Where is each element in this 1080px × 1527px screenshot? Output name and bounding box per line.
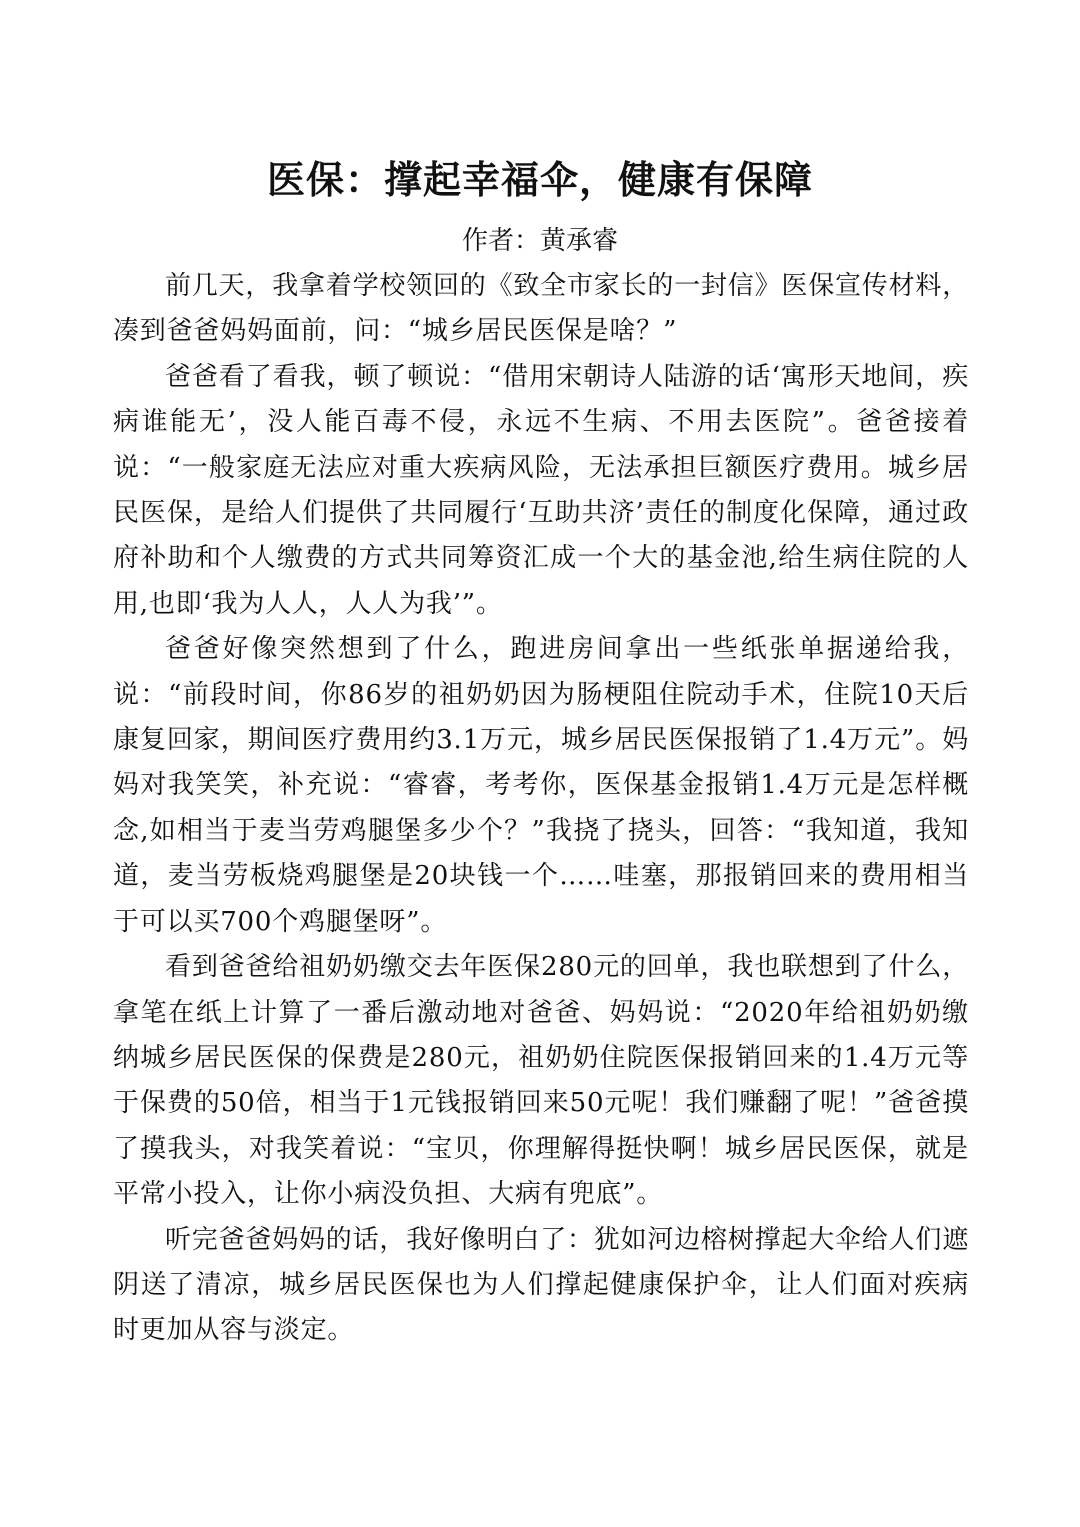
paragraph-1: 前几天，我拿着学校领回的《致全市家长的一封信》医保宣传材料，凑到爸爸妈妈面前，问：“城乡居民医保是啥？” bbox=[113, 271, 970, 347]
article-body bbox=[113, 264, 969, 1354]
paragraph-5: 听完爸爸妈妈的话，我好像明白了：犹如河边榕树撑起大伞给人们遮阴送了清凉，城乡居民医保也为人们撑起健康保护伞，让人们面对疾病时更加从容与淡定。 bbox=[113, 1224, 970, 1346]
paragraph-2: 爸爸看了看我，顿了顿说：“借用宋朝诗人陆游的话‘寓形天地间，疾病谁能无’，没人能百毒不侵，永远不生病、不用去医院”。爸爸接着说：“一般家庭无法应对重大疾病风险，无法承担巨额医疗费用。城乡居民医保，是给人们提供了共同履行‘互助共济’责任的制度化保障，通过政府补助和个人缴费的方式共同筹资汇成一个大的基金池,给生病住院的人用,也即‘我为人人，人人为我’”。 bbox=[113, 361, 969, 619]
paragraph-3: 爸爸好像突然想到了什么，跑进房间拿出一些纸张单据递给我，说：“前段时间，你86岁的祖奶奶因为肠梗阻住院动手术，住院10天后康复回家，期间医疗费用约3.1万元，城乡居民医保报销了1.4万元”。妈妈对我笑笑，补充说：“睿睿，考考你，医保基金报销1.4万元是怎样概念,如相当于麦当劳鸡腿堡多少个？”我挠了挠头，回答：“我知道，我知道，麦当劳板烧鸡腿堡是20块钱一个……哇塞，那报销回来的费用相当于可以买700个鸡腿堡呀”。 bbox=[113, 634, 969, 937]
article-title: 医保：撑起幸福伞，健康有保障 bbox=[266, 157, 813, 202]
article-author: 作者：黄承睿 bbox=[461, 226, 618, 256]
paragraph-4: 看到爸爸给祖奶奶缴交去年医保280元的回单，我也联想到了什么，拿笔在纸上计算了一番后激动地对爸爸、妈妈说：“2020年给祖奶奶缴纳城乡居民医保的保费是280元，祖奶奶住院医保报销回来的1.4万元等于保费的50倍，相当于1元钱报销回来50元呢！我们赚翻了呢！”爸爸摸了摸我头，对我笑着说：“宝贝，你理解得挺快啊！城乡居民医保，就是平常小投入，让你小病没负担、大病有兜底”。 bbox=[113, 952, 969, 1210]
